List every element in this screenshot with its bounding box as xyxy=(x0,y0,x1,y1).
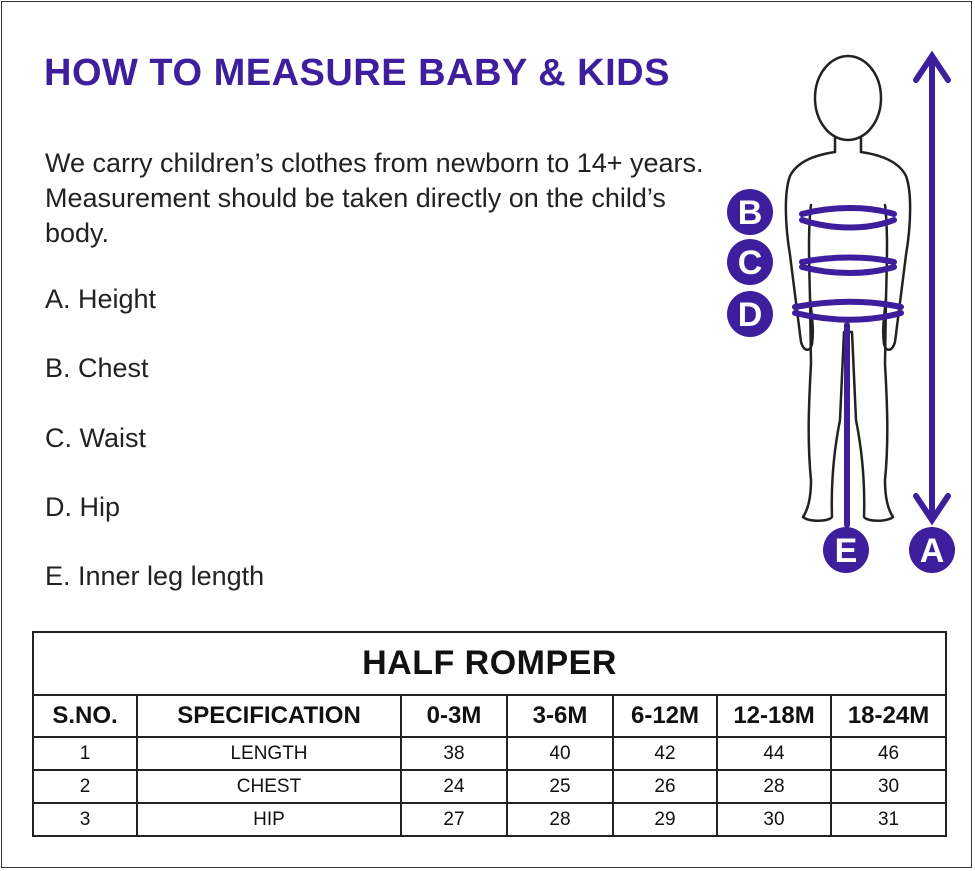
marker-a-label: A xyxy=(919,532,945,570)
table-cell: 26 xyxy=(613,770,717,803)
measurement-item-chest: B. Chest xyxy=(45,353,149,384)
measurement-item-waist: C. Waist xyxy=(45,422,146,453)
table-cell: 44 xyxy=(717,737,831,770)
size-chart-table xyxy=(32,631,947,837)
table-row xyxy=(33,770,946,803)
marker-c xyxy=(727,239,773,285)
intro-text: We carry children’s clothes from newborn to 14+ years. Measurement should be taken directly on the child’s body. xyxy=(45,148,704,248)
child-body-diagram xyxy=(718,40,968,585)
column-header: 18-24M xyxy=(831,695,946,737)
table-cell: 27 xyxy=(401,803,507,836)
table-cell: 29 xyxy=(613,803,717,836)
measurement-item-hip: D. Hip xyxy=(45,491,121,522)
marker-c-label: C xyxy=(737,244,763,282)
table-cell: 25 xyxy=(507,770,613,803)
table-cell: 42 xyxy=(613,737,717,770)
page-title: HOW TO MEASURE BABY & KIDS xyxy=(44,52,670,94)
table-cell: 24 xyxy=(401,770,507,803)
table-cell: CHEST xyxy=(137,770,401,803)
marker-e-label: E xyxy=(834,532,858,570)
measurement-item-inner-leg: E. Inner leg length xyxy=(45,561,265,592)
table-cell: 3 xyxy=(33,803,137,836)
table-cell: 28 xyxy=(507,803,613,836)
column-header: S.NO. xyxy=(33,695,137,737)
table-cell: 38 xyxy=(401,737,507,770)
marker-b-label: B xyxy=(737,194,763,232)
column-header: 6-12M xyxy=(613,695,717,737)
marker-b xyxy=(727,189,773,235)
measurement-list xyxy=(45,280,264,626)
marker-e xyxy=(823,527,869,573)
column-header: SPECIFICATION xyxy=(137,695,401,737)
table-cell: HIP xyxy=(137,803,401,836)
column-header: 0-3M xyxy=(401,695,507,737)
column-header: 12-18M xyxy=(717,695,831,737)
table-cell: 28 xyxy=(717,770,831,803)
table-cell: 2 xyxy=(33,770,137,803)
table-cell: 1 xyxy=(33,737,137,770)
table-title: HALF ROMPER xyxy=(33,632,946,695)
table-row xyxy=(33,737,946,770)
table-header-row xyxy=(33,695,946,737)
marker-a xyxy=(909,527,955,573)
table-cell: 30 xyxy=(717,803,831,836)
table-cell: LENGTH xyxy=(137,737,401,770)
table-cell: 46 xyxy=(831,737,946,770)
table-cell: 31 xyxy=(831,803,946,836)
marker-d xyxy=(727,291,773,337)
measurement-item-height: A. Height xyxy=(45,284,157,314)
marker-d-label: D xyxy=(737,296,763,334)
table-row xyxy=(33,803,946,836)
column-header: 3-6M xyxy=(507,695,613,737)
table-cell: 30 xyxy=(831,770,946,803)
table-cell: 40 xyxy=(507,737,613,770)
